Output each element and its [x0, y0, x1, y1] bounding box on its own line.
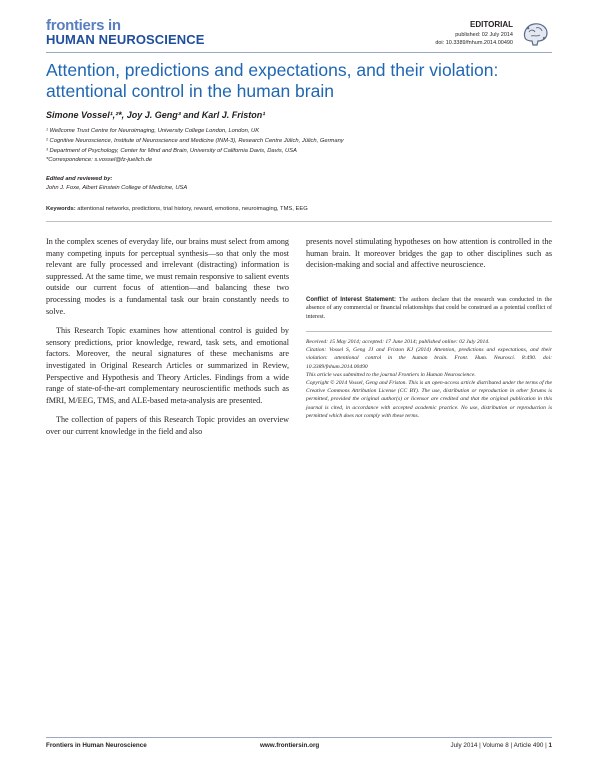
- title-line-2: attentional control in the human brain: [46, 81, 334, 101]
- footer-issue-info: [450, 742, 552, 749]
- affiliation-2: ² Cognitive Neuroscience, Institute of Neuroscience and Medicine (INM-3), Research Centre Jülich, Jülich, Germany: [46, 138, 344, 144]
- article-type-label: EDITORIAL: [470, 20, 513, 29]
- affiliation-3: ³ Department of Psychology, Center for Mind and Brain, University of California Davis, Davis, USA: [46, 148, 297, 154]
- affiliation-1: ¹ Wellcome Trust Centre for Neuroimaging, University College London, London, UK: [46, 128, 260, 134]
- issue-text: July 2014 | Volume 8 | Article 490 |: [450, 742, 549, 749]
- edited-by-label: Edited and reviewed by:: [46, 176, 113, 182]
- keywords-label: Keywords:: [46, 206, 76, 212]
- article-metadata: [306, 338, 552, 420]
- editor-name: John J. Foxe, Albert Einstein College of Medicine, USA: [46, 185, 188, 191]
- received-dates: Received: 15 May 2014; accepted: 17 June 2014; published online: 02 July 2014.: [306, 339, 490, 345]
- coi-label: Conflict of Interest Statement:: [306, 297, 397, 303]
- header-divider: [46, 52, 552, 53]
- footer-divider: [46, 737, 552, 738]
- footer-website-link[interactable]: www.frontiersin.org: [260, 742, 320, 749]
- journal-logo-frontiers: frontiers in: [46, 17, 121, 34]
- paragraph-collection: The collection of papers of this Research Topic provides an overview over our current knowledge in the field and also: [46, 415, 289, 436]
- conflict-of-interest: [306, 296, 552, 321]
- doi-line: doi: 10.3389/fnhum.2014.00490: [435, 40, 513, 46]
- body-right-column: [306, 236, 552, 271]
- title-line-1: Attention, predictions and expectations, and their violation:: [46, 60, 499, 80]
- published-date: published: 02 July 2014: [455, 32, 513, 38]
- coi-text: The authors declare that the research was conducted in the absence of any commercial or financial relationships that could be construed as a potential conflict of interest.: [306, 297, 552, 320]
- keywords-divider: [46, 221, 552, 222]
- brain-logo-icon: [519, 18, 551, 50]
- article-title: [46, 60, 556, 102]
- correspondence-email[interactable]: *Correspondence: s.vossel@fz-juelich.de: [46, 157, 153, 163]
- journal-logo-name: HUMAN NEUROSCIENCE: [46, 32, 205, 47]
- paragraph-intro: In the complex scenes of everyday life, our brains must select from among many competing inputs for perceptual synthesis—so that only the most relevant are fully processed and irrelevant (distracting) information is suppressed. At the same time, we must remain responsive to salient events outside our current focus of attention—and balancing these two processing modes is a fundamental task our brain constantly needs to solve.: [46, 237, 289, 316]
- body-left-column: [46, 236, 289, 438]
- copyright-notice: Copyright © 2014 Vossel, Geng and Friston. This is an open-access article distributed under the terms of the Creative Commons Attribution License (CC BY). The use, distribution or reproduction in other forums is permitted, provided the original author(s) or licensor are credited and that the original publication in this journal is cited, in accordance with accepted academic practice. No use, distribution or reproduction is permitted which does not comply with these terms.: [306, 380, 552, 419]
- submission-note: This article was submitted to the journal Frontiers in Human Neuroscience.: [306, 371, 476, 378]
- meta-divider: [306, 331, 552, 332]
- paragraph-topic: This Research Topic examines how attentional control is guided by sensory predictions, prior knowledge, reward, task sets, and emotional factors. Moreover, the neural signatures of these mechanisms are investigated in Original Research Articles or summarized in Review, Perspective and Hypothesis and Theory Articles. Findings from a wide range of state-of-the-art complementary neuroscientific methods such as fMRI, M/EEG, TMS, and ALE-based meta-analysis are presented.: [46, 326, 289, 405]
- citation: Citation: Vossel S, Geng JJ and Friston KJ (2014) Attention, predictions and expectations, and their violation: attentional control in the human brain. Front. Hum. Neurosci. 8:490. doi: 10.3389/fnhum.2014.00490: [306, 347, 552, 370]
- page-number: 1: [548, 742, 552, 749]
- keywords-list: attentional networks, predictions, trial history, reward, emotions, neuroimaging, TMS, EEG: [77, 206, 308, 212]
- keywords-line: [46, 206, 308, 212]
- paragraph-continuation: presents novel stimulating hypotheses on how attention is controlled in the human brain. It moreover bridges the gap to other disciplines such as decision-making and social and affective neuroscience.: [306, 237, 552, 270]
- author-list: Simone Vossel¹,²*, Joy J. Geng³ and Karl J. Friston¹: [46, 110, 266, 120]
- footer-journal-name: Frontiers in Human Neuroscience: [46, 742, 147, 749]
